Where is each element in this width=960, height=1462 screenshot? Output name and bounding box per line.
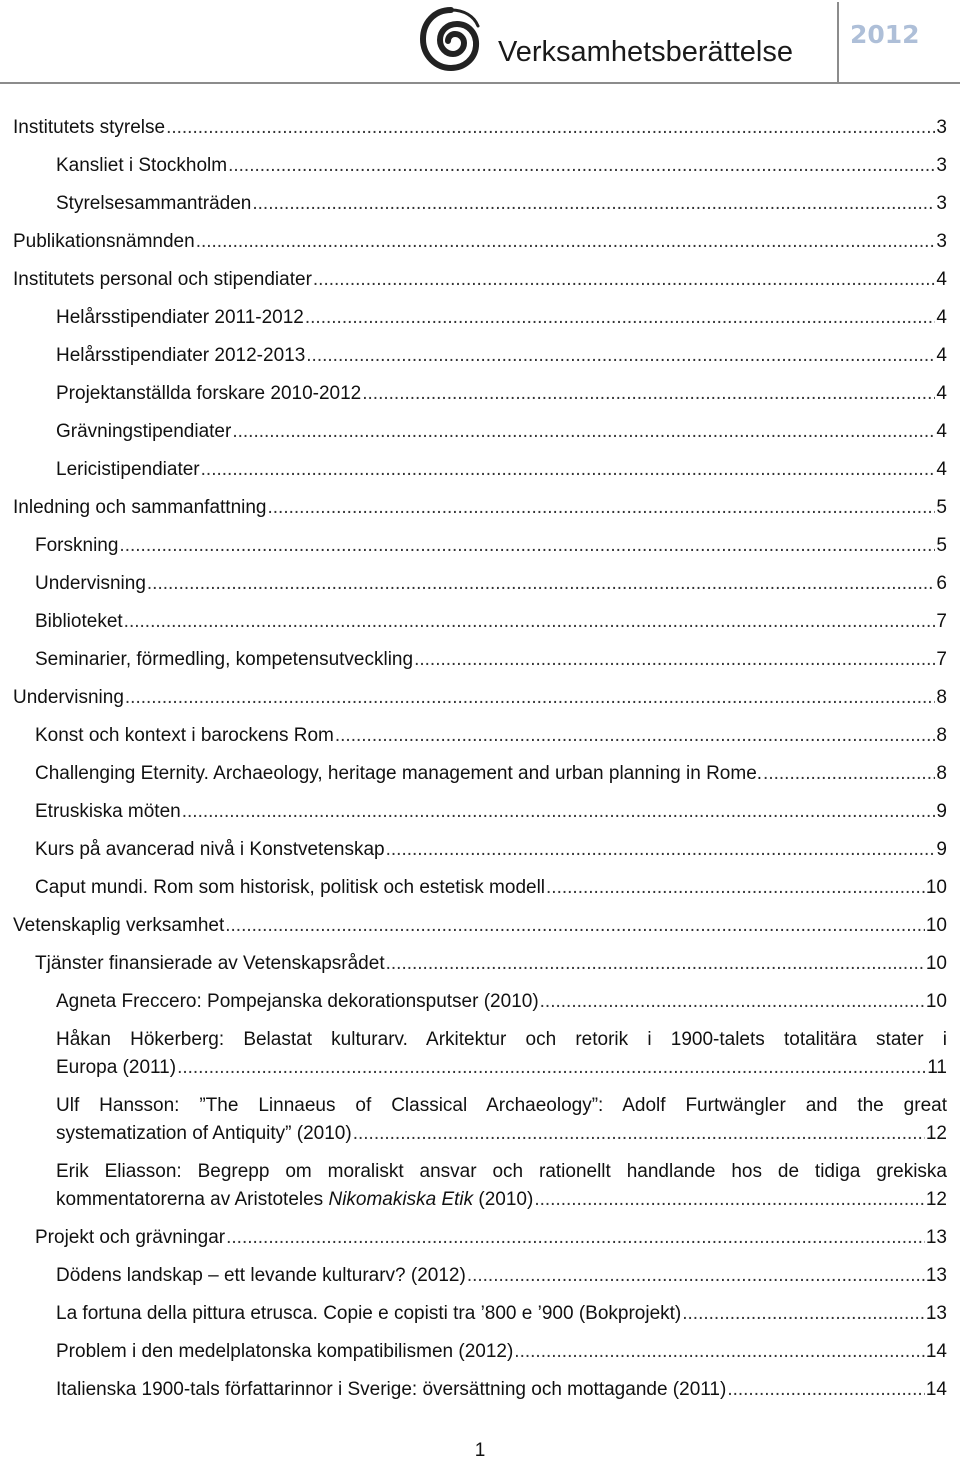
- toc-entry-title: Dödens landskap – ett levande kulturarv? (2012): [56, 1265, 466, 1286]
- toc-page-number: 5: [936, 497, 947, 518]
- toc-page-number: 12: [925, 1123, 947, 1144]
- toc-entry-title: Inledning och sammanfattning: [13, 497, 267, 518]
- toc-page-number: 7: [936, 649, 947, 670]
- toc-entry-title: Biblioteket: [35, 611, 123, 632]
- toc-page-number: 9: [936, 839, 947, 860]
- document-title: Verksamhetsberättelse: [498, 36, 793, 68]
- toc-leader-dots: [727, 1376, 925, 1404]
- toc-entry-title: Undervisning: [13, 687, 124, 708]
- page-header: [0, 0, 960, 86]
- toc-entry-title: Problem i den medelplatonska kompatibilismen (2012): [56, 1341, 514, 1362]
- toc-entry[interactable]: [13, 1262, 947, 1300]
- toc-entry[interactable]: [13, 342, 947, 380]
- toc-page-number: 13: [925, 1303, 947, 1324]
- spiral-logo-icon: [420, 6, 482, 72]
- toc-leader-dots: [353, 1120, 925, 1148]
- toc-entry[interactable]: [13, 266, 947, 304]
- toc-entry-title: La fortuna della pittura etrusca. Copie e copisti tra ’800 e ’900 (Bokprojekt): [56, 1303, 682, 1324]
- toc-page-number: 3: [936, 231, 947, 252]
- toc-entry[interactable]: [13, 380, 947, 418]
- toc-entry[interactable]: [13, 684, 947, 722]
- toc-entry[interactable]: [13, 912, 947, 950]
- toc-page-number: 8: [936, 725, 947, 746]
- toc-entry[interactable]: [13, 456, 947, 494]
- toc-page-number: 3: [936, 117, 947, 138]
- toc-entry[interactable]: [13, 418, 947, 456]
- toc-entry-title: Undervisning: [35, 573, 146, 594]
- toc-leader-dots: [763, 760, 935, 788]
- toc-entry[interactable]: [13, 494, 947, 532]
- toc-entry-title: Lericistipendiater: [56, 459, 200, 480]
- toc-leader-dots: [362, 380, 935, 408]
- toc-entry[interactable]: [13, 1376, 947, 1414]
- toc-page-number: 9: [936, 801, 947, 822]
- toc-page-number: 13: [925, 1265, 947, 1286]
- toc-entry-title: Publikationsnämnden: [13, 231, 195, 252]
- toc-entry-title: Kurs på avancerad nivå i Konstvetenskap: [35, 839, 385, 860]
- header-divider: [837, 2, 839, 82]
- toc-leader-dots: [313, 266, 936, 294]
- toc-entry[interactable]: [13, 570, 947, 608]
- toc-entry[interactable]: [13, 608, 947, 646]
- toc-page-number: 10: [925, 953, 947, 974]
- toc-leader-dots: [534, 1186, 925, 1214]
- toc-entry[interactable]: [13, 228, 947, 266]
- toc-entry-title-line1: Erik Eliasson: Begrepp om moraliskt ansvar och rationellt handlande hos de tidiga grekiska: [56, 1161, 947, 1182]
- toc-leader-dots: [166, 114, 935, 142]
- toc-entry-title: Forskning: [35, 535, 119, 556]
- toc-entry[interactable]: [13, 874, 947, 912]
- toc-entry[interactable]: [13, 798, 947, 836]
- toc-entry-title: Seminarier, förmedling, kompetensutveckling: [35, 649, 414, 670]
- toc-leader-dots: [467, 1262, 925, 1290]
- header-rule: [0, 82, 960, 84]
- toc-page-number: 4: [936, 345, 947, 366]
- toc-page-number: 10: [925, 915, 947, 936]
- toc-leader-dots: [335, 722, 936, 750]
- toc-entry-title: Helårsstipendiater 2011-2012: [56, 307, 304, 328]
- toc-page-number: 7: [936, 611, 947, 632]
- toc-entry-title: Tjänster finansierade av Vetenskapsrådet: [35, 953, 385, 974]
- toc-page-number: 3: [936, 193, 947, 214]
- toc-page-number: 6: [936, 573, 947, 594]
- toc-leader-dots: [386, 950, 925, 978]
- toc-entry-title: Helårsstipendiater 2012-2013: [56, 345, 306, 366]
- toc-leader-dots: [232, 418, 935, 446]
- toc-leader-dots: [306, 342, 935, 370]
- toc-entry[interactable]: [13, 152, 947, 190]
- toc-entry-title: Styrelsesammanträden: [56, 193, 252, 214]
- toc-entry-title: Projektanställda forskare 2010-2012: [56, 383, 362, 404]
- toc-entry[interactable]: [13, 1026, 947, 1082]
- toc-entry-title-line2: systematization of Antiquity” (2010): [56, 1123, 352, 1144]
- toc-entry[interactable]: [13, 1092, 947, 1148]
- toc-page-number: 11: [927, 1057, 947, 1078]
- toc-entry-title: Grävningstipendiater: [56, 421, 232, 442]
- toc-entry[interactable]: [13, 1300, 947, 1338]
- toc-leader-dots: [540, 988, 925, 1016]
- toc-entry[interactable]: [13, 646, 947, 684]
- toc-leader-dots: [226, 1224, 925, 1252]
- table-of-contents: [13, 114, 947, 1414]
- toc-entry[interactable]: [13, 950, 947, 988]
- toc-page-number: 14: [925, 1379, 947, 1400]
- toc-leader-dots: [196, 228, 936, 256]
- toc-entry-title: Caput mundi. Rom som historisk, politisk och estetisk modell: [35, 877, 546, 898]
- toc-leader-dots: [225, 912, 925, 940]
- page-number: 1: [474, 1440, 486, 1461]
- toc-entry[interactable]: [13, 190, 947, 228]
- toc-entry-title: Agneta Freccero: Pompejanska dekorationsputser (2010): [56, 991, 539, 1012]
- toc-entry[interactable]: [13, 304, 947, 342]
- toc-page-number: 13: [925, 1227, 947, 1248]
- document-year: 2012: [850, 20, 920, 49]
- toc-page-number: 4: [936, 383, 947, 404]
- toc-entry-title: Challenging Eternity. Archaeology, heritage management and urban planning in Rome.: [35, 763, 763, 784]
- toc-leader-dots: [119, 532, 935, 560]
- toc-page-number: 4: [936, 269, 947, 290]
- toc-entry-title-line1: Håkan Hökerberg: Belastat kulturarv. Arkitektur och retorik i 1900-talets totalitära stater i: [56, 1029, 947, 1050]
- toc-entry-title: Kansliet i Stockholm: [56, 155, 228, 176]
- toc-leader-dots: [514, 1338, 925, 1366]
- toc-entry[interactable]: [13, 532, 947, 570]
- toc-leader-dots: [386, 836, 936, 864]
- toc-entry[interactable]: [13, 988, 947, 1026]
- toc-entry[interactable]: [13, 114, 947, 152]
- toc-entry-title: Institutets styrelse: [13, 117, 166, 138]
- toc-entry-title: Vetenskaplig verksamhet: [13, 915, 225, 936]
- toc-entry[interactable]: [13, 1338, 947, 1376]
- toc-page-number: 10: [925, 877, 947, 898]
- toc-page-number: 10: [925, 991, 947, 1012]
- toc-entry-title: Konst och kontext i barockens Rom: [35, 725, 334, 746]
- toc-leader-dots: [177, 1054, 926, 1082]
- toc-leader-dots: [182, 798, 936, 826]
- toc-leader-dots: [546, 874, 925, 902]
- toc-entry[interactable]: [13, 722, 947, 760]
- toc-page-number: 8: [936, 687, 947, 708]
- toc-page-number: 4: [936, 421, 947, 442]
- toc-page-number: 4: [936, 307, 947, 328]
- toc-leader-dots: [305, 304, 936, 332]
- toc-leader-dots: [124, 608, 936, 636]
- toc-entry[interactable]: [13, 1224, 947, 1262]
- toc-entry-title-line2: kommentatorerna av Aristoteles Nikomakiska Etik (2010): [56, 1189, 534, 1210]
- toc-leader-dots: [201, 456, 936, 484]
- toc-entry-title: Projekt och grävningar: [35, 1227, 226, 1248]
- toc-entry-title-line2: Europa (2011): [56, 1057, 177, 1078]
- toc-entry-title: Etruskiska möten: [35, 801, 181, 822]
- toc-leader-dots: [147, 570, 936, 598]
- toc-page-number: 12: [925, 1189, 947, 1210]
- toc-entry-title-line1: Ulf Hansson: ”The Linnaeus of Classical Archaeology”: Adolf Furtwängler and the great: [56, 1095, 947, 1116]
- toc-leader-dots: [125, 684, 936, 712]
- toc-page-number: 5: [936, 535, 947, 556]
- toc-page-number: 14: [925, 1341, 947, 1362]
- toc-leader-dots: [268, 494, 936, 522]
- toc-leader-dots: [228, 152, 935, 180]
- toc-leader-dots: [682, 1300, 925, 1328]
- toc-entry[interactable]: [13, 836, 947, 874]
- toc-page-number: 4: [936, 459, 947, 480]
- toc-page-number: 8: [936, 763, 947, 784]
- toc-entry-title: Institutets personal och stipendiater: [13, 269, 312, 290]
- toc-entry[interactable]: [13, 1158, 947, 1214]
- toc-leader-dots: [414, 646, 935, 674]
- toc-page-number: 3: [936, 155, 947, 176]
- toc-entry[interactable]: [13, 760, 947, 798]
- toc-leader-dots: [252, 190, 935, 218]
- toc-entry-title: Italienska 1900-tals författarinnor i Sverige: översättning och mottagande (2011): [56, 1379, 727, 1400]
